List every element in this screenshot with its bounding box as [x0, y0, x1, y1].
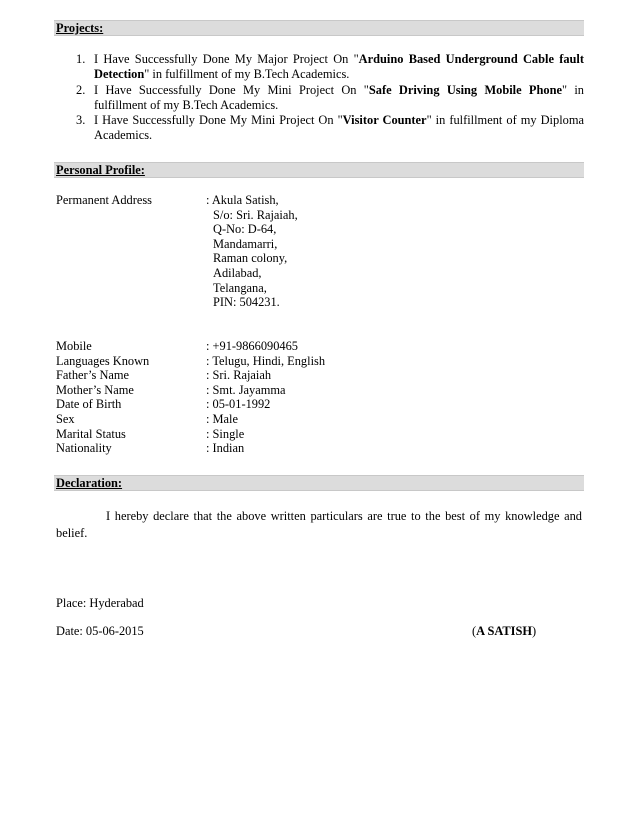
detail-value: : Single: [206, 426, 245, 441]
project-number: 1.: [76, 52, 86, 66]
personal-profile-heading: Personal Profile:: [56, 163, 145, 177]
address-first-line: : Akula Satish,: [206, 193, 279, 207]
detail-value: : +91-9866090465: [206, 339, 298, 353]
detail-value: : Indian: [206, 441, 245, 456]
detail-value: : Male: [206, 412, 238, 426]
address-line: Mandamarri,: [213, 236, 278, 251]
address-line: Raman colony,: [213, 251, 288, 266]
detail-label: Mobile: [56, 339, 92, 353]
project-title: Visitor Counter: [342, 113, 427, 128]
address-line: Telangana,: [213, 280, 267, 295]
projects-heading: Projects:: [56, 21, 104, 35]
detail-value: : Telugu, Hindi, English: [206, 353, 326, 368]
project-text-post: " in fulfillment of my Diploma Academics.: [94, 113, 584, 143]
detail-label: Languages Known: [56, 353, 150, 368]
place-line: Place: Hyderabad: [56, 596, 144, 610]
address-label: Permanent Address: [56, 193, 153, 207]
address-line: Q-No: D-64,: [213, 222, 277, 237]
detail-label: Mother’s Name: [56, 382, 134, 397]
project-text-pre: I Have Successfully Done My Major Project On ": [94, 52, 359, 66]
project-number: 2.: [76, 82, 86, 97]
address-line: Adilabad,: [213, 266, 262, 280]
project-title: Arduino Based Underground Cable fault Detection: [94, 52, 584, 82]
project-text-pre: I Have Successfully Done My Mini Project On ": [94, 113, 343, 128]
signature-close-paren: ): [532, 624, 537, 638]
detail-value: : Smt. Jayamma: [206, 382, 286, 397]
projects-list: [56, 52, 584, 144]
project-item: [56, 113, 584, 144]
declaration-heading: Declaration:: [56, 476, 123, 490]
address-line: PIN: 504231.: [213, 295, 280, 310]
detail-value: : Sri. Rajaiah: [206, 368, 272, 383]
project-text-post: " in fulfillment of my B.Tech Academics.: [144, 67, 350, 82]
date-line: Date: 05-06-2015: [56, 624, 144, 638]
signature-name: [472, 624, 536, 639]
project-item: [56, 83, 584, 114]
detail-label: Date of Birth: [56, 397, 122, 412]
detail-value: : 05-01-1992: [206, 397, 271, 412]
address-line: S/o: Sri. Rajaiah,: [213, 207, 298, 222]
detail-label: Marital Status: [56, 426, 126, 441]
project-item: [56, 52, 584, 83]
project-text-post: " in fulfillment of my B.Tech Academics.: [94, 82, 584, 112]
detail-label: Sex: [56, 412, 75, 426]
detail-label: Father’s Name: [56, 368, 130, 383]
signature-text: A SATISH: [476, 624, 533, 638]
project-text-pre: I Have Successfully Done My Mini Project On ": [94, 82, 369, 97]
project-title: Safe Driving Using Mobile Phone: [368, 82, 562, 97]
detail-label: Nationality: [56, 441, 112, 456]
declaration-text: I hereby declare that the above written particulars are true to the best of my knowledge and belief.: [56, 509, 582, 540]
personal-profile-section-header: [54, 162, 584, 178]
projects-section-header: [54, 20, 584, 36]
project-number: 3.: [76, 113, 86, 128]
declaration-section-header: [54, 475, 584, 491]
signature-open-paren: (: [472, 624, 477, 638]
